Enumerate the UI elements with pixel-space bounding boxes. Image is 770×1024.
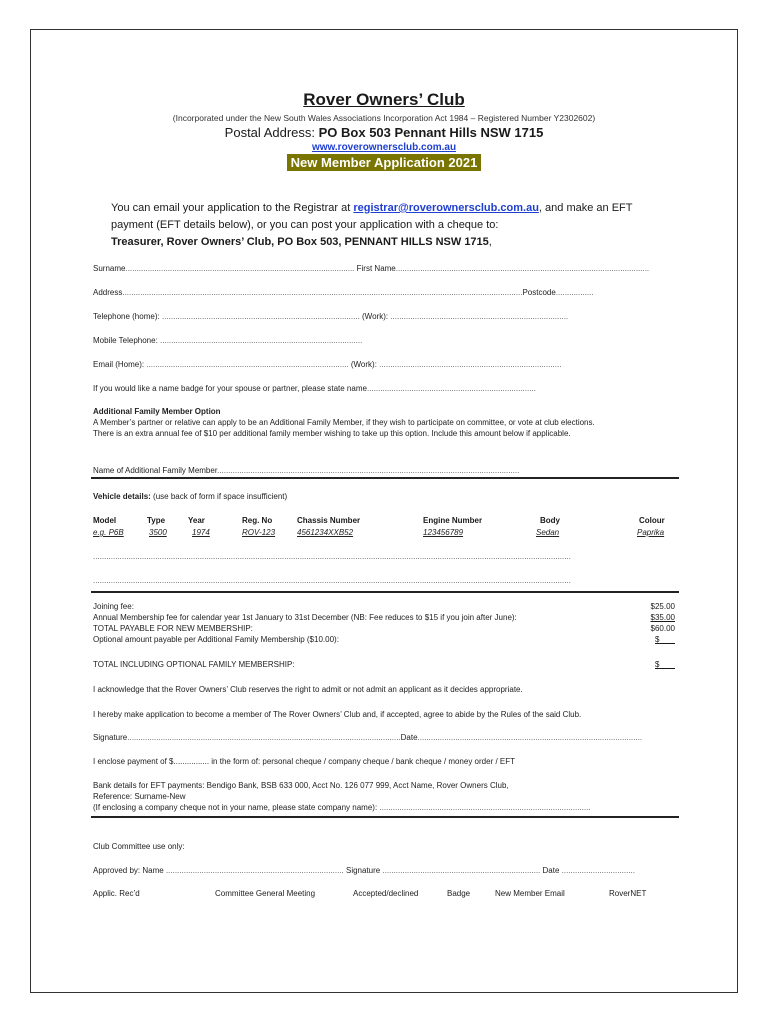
example-type: 3500 — [149, 528, 167, 537]
bank-line-1: Bank details for EFT payments: Bendigo Bank, BSB 633 000, Acct No. 126 077 999, Acct Name, Rover Owners Club, — [93, 781, 509, 790]
registrar-email-link[interactable]: registrar@roverownersclub.com.au — [353, 202, 539, 214]
example-chassis: 4561234XXB52 — [297, 528, 354, 537]
col-year: Year — [188, 516, 205, 525]
vehicle-input-line-2[interactable]: ....................................................................................................................................................................................................................... — [93, 576, 571, 585]
surname-row — [93, 264, 649, 273]
postal-value: PO Box 503 Pennant Hills NSW 1715 — [318, 125, 544, 140]
approved-label: Approved by: Name — [93, 866, 164, 875]
rovernet: RoverNET — [609, 889, 647, 898]
acknowledge-text: I acknowledge that the Rover Owners’ Club reserves the right to admit or not admit an applicant as it decides appropriate. — [93, 685, 523, 694]
badge-row — [93, 384, 536, 393]
accepted-declined: Accepted/declined — [353, 889, 419, 898]
banner-wrap — [31, 154, 737, 172]
family-text-2: There is an extra annual fee of $10 per additional family member wishing to take up this option. Include this amount below if applicable. — [93, 429, 571, 438]
col-type: Type — [147, 516, 166, 525]
incorporation-note: (Incorporated under the New South Wales Associations Incorporation Act 1984 – Registered Number Y2302602) — [172, 113, 596, 123]
annual-fee-value: $35.00 — [650, 613, 675, 622]
committee-date-input[interactable]: ................................. — [561, 866, 636, 875]
application-banner: New Member Application 2021 — [287, 154, 482, 171]
family-text-1: A Member’s partner or relative can apply to be an Additional Family Member, if they wish to participate on committee, or vote at club elections. — [93, 418, 595, 427]
intro-text-1: You can email your application to the Registrar at — [111, 202, 354, 214]
bank-line-3: (If enclosing a company cheque not in your name, please state company name): — [93, 803, 378, 812]
committee-date-label: Date — [542, 866, 560, 875]
email-home-input[interactable]: ........................................................................................... — [146, 360, 349, 369]
intro-text-2: , and make an EFT payment (EFT details below), or you can post your application with a cheque to: — [111, 202, 633, 231]
joining-fee-label: Joining fee: — [93, 602, 134, 611]
example-engine: 123456789 — [423, 528, 464, 537]
first-name-label: First Name — [356, 264, 396, 273]
postal-label: Postal Address: — [224, 125, 319, 140]
telephone-row — [93, 312, 568, 321]
family-name-label: Name of Additional Family Member — [93, 466, 218, 475]
email-home-label: Email (Home): — [93, 360, 145, 369]
badge-col: Badge — [447, 889, 471, 898]
grand-total-value-text: $ — [654, 660, 660, 669]
col-engine: Engine Number — [423, 516, 483, 525]
signature-label: Signature — [93, 733, 128, 742]
application-text: I hereby make application to become a member of The Rover Owners’ Club and, if accepted, agree to abide by the Rules of the said Club. — [93, 710, 582, 719]
surname-input[interactable]: ....................................................................................................... — [125, 264, 355, 273]
telephone-work-label: (Work): — [362, 312, 389, 321]
vehicle-heading-row — [93, 492, 287, 501]
col-body: Body — [540, 516, 560, 525]
mobile-label: Mobile Telephone: — [93, 336, 158, 345]
joining-fee-value: $25.00 — [650, 602, 675, 611]
example-colour: Paprika — [637, 528, 665, 537]
optional-value[interactable] — [615, 635, 675, 644]
vehicle-input-line-1[interactable]: ....................................................................................................................................................................................................................... — [93, 552, 571, 561]
example-year: 1974 — [192, 528, 210, 537]
divider-3 — [91, 816, 679, 818]
optional-label: Optional amount payable per Additional Family Membership ($10.00): — [93, 635, 339, 644]
optional-value-text: $ — [654, 635, 660, 644]
telephone-home-label: Telephone (home): — [93, 312, 160, 321]
new-member-email: New Member Email — [495, 889, 565, 898]
address-input[interactable]: .................................................................................................................................................................................... — [122, 288, 523, 297]
email-work-input[interactable]: .................................................................................. — [379, 360, 562, 369]
approved-input[interactable]: ................................................................................ — [165, 866, 344, 875]
family-name-row — [93, 466, 519, 475]
divider-2 — [91, 591, 679, 593]
surname-label: Surname — [93, 264, 126, 273]
family-name-input[interactable]: ........................................................................................................................................ — [217, 466, 520, 475]
example-body: Sedan — [536, 528, 560, 537]
enclose-text: I enclose payment of $................ in the form of: personal cheque / company cheque / bank cheque / money order / EFT — [93, 757, 516, 766]
date-input[interactable]: ..................................................................................................... — [417, 733, 643, 742]
address-label: Address — [93, 288, 123, 297]
postcode-label: Postcode — [522, 288, 556, 297]
signature-input[interactable]: ........................................................................................................................... — [127, 733, 401, 742]
form-page — [30, 29, 738, 993]
total-value: $60.00 — [650, 624, 675, 633]
col-chassis: Chassis Number — [297, 516, 361, 525]
approved-row — [93, 866, 635, 875]
postcode-input[interactable]: ................. — [555, 288, 594, 297]
divider-1 — [91, 477, 679, 479]
telephone-home-input[interactable]: ......................................................................................... — [161, 312, 360, 321]
annual-fee-label: Annual Membership fee for calendar year 1st January to 31st December (NB: Fee reduces to $15 if you join after June): — [93, 613, 517, 622]
intro-paragraph — [111, 200, 671, 251]
vehicle-note: (use back of form if space insufficient) — [150, 492, 288, 501]
family-heading: Additional Family Member Option — [93, 407, 221, 416]
committee-signature-label: Signature — [345, 866, 381, 875]
address-tail: , — [488, 236, 492, 248]
date-label: Date — [400, 733, 418, 742]
example-reg: ROV-123 — [242, 528, 276, 537]
treasurer-address: Treasurer, Rover Owners’ Club, PO Box 503, PENNANT HILLS NSW 1715 — [111, 236, 489, 248]
address-row — [93, 288, 594, 297]
website-link[interactable]: www.roverownersclub.com.au — [311, 142, 457, 153]
applic-recd: Applic. Rec’d — [93, 889, 140, 898]
family-section — [93, 406, 673, 439]
bank-line-2: Reference: Surname-New — [93, 792, 186, 801]
vehicle-heading: Vehicle details: — [93, 492, 151, 501]
total-label: TOTAL PAYABLE FOR NEW MEMBERSHIP: — [93, 624, 253, 633]
example-model: e.g. P6B — [93, 528, 124, 537]
badge-label: If you would like a name badge for your spouse or partner, please state name — [93, 384, 367, 393]
first-name-input[interactable]: .................................................................................................................. — [395, 264, 650, 273]
badge-input[interactable]: ............................................................................ — [366, 384, 536, 393]
mobile-input[interactable]: ........................................................................................... — [160, 336, 363, 345]
company-name-input[interactable]: ............................................................................................... — [379, 803, 591, 812]
club-title: Rover Owners’ Club — [303, 90, 465, 109]
telephone-work-input[interactable]: ................................................................................ — [390, 312, 569, 321]
grand-total-value[interactable] — [615, 660, 675, 669]
col-reg: Reg. No — [242, 516, 273, 525]
committee-meeting: Committee General Meeting — [215, 889, 316, 898]
col-colour: Colour — [639, 516, 665, 525]
email-work-label: (Work): — [350, 360, 377, 369]
bank-section — [93, 780, 673, 813]
email-row — [93, 360, 561, 369]
postal-address — [31, 125, 737, 140]
signature-row — [93, 733, 642, 742]
committee-signature-input[interactable]: ....................................................................... — [382, 866, 541, 875]
col-model: Model — [93, 516, 117, 525]
grand-total-label: TOTAL INCLUDING OPTIONAL FAMILY MEMBERSHIP: — [93, 660, 295, 669]
committee-heading: Club Committee use only: — [93, 842, 185, 851]
mobile-row — [93, 336, 362, 345]
